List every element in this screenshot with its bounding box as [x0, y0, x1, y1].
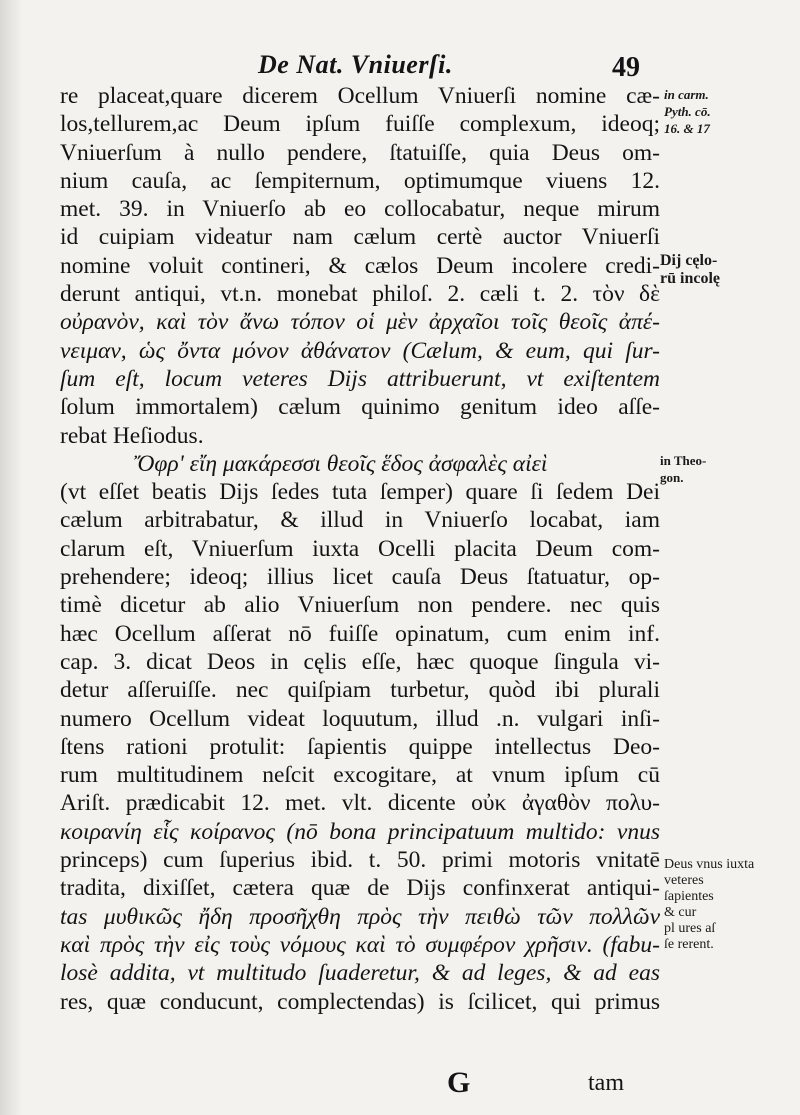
text-line: Ὄφρ' εἴη μακάρεσσι θεοῖς ἕδος ἀσφαλὲς αἰεὶ [134, 450, 548, 477]
margin-note-theogon: in Theo- gon. [660, 453, 707, 485]
text-line: tradita, dixiſſet, cætera quæ de Dijs confinxerat antiqui- [60, 875, 660, 902]
text-line: κοιρανίη εἷς κοίρανος (nō bona principatuum multido: vnus [60, 818, 660, 845]
text-line: derunt antiqui, vt.n. monebat philoſ. 2. cæli t. 2. τὸν δὲ [60, 281, 660, 308]
text-line: Vniuerſum à nullo pendere, ſtatuiſſe, quia Deus om- [60, 139, 660, 166]
text-line: res, quæ conducunt, complectendas) is ſcilicet, qui primus [60, 988, 660, 1015]
text-line: Ariſt. prædicabit 12. met. vlt. dicente οὐκ ἀγαθὸν πολυ- [60, 790, 660, 817]
margin-note-deus-vnus: Deus vnus iuxta veteres ſapientes & cur pl ures aſ ſe rerent. [664, 857, 755, 952]
text-line: id cuipiam videatur nam cælum certè auctor Vniuerſi [60, 224, 660, 251]
text-line: ſtens rationi protulit: ſapientis quippe intellectus Deo- [60, 733, 660, 760]
running-title: De Nat. Vniuerſi. [258, 50, 453, 79]
text-line: νειμαν, ὡς ὄντα μόνον ἀθάνατον (Cælum, & eum, qui ſur- [60, 337, 660, 364]
catchword: tam [588, 1070, 624, 1096]
page-gutter-shadow [0, 0, 22, 1115]
text-line: prehendere; ideoq; illius licet cauſa Deus ſtatuatur, op- [60, 564, 660, 591]
text-line: detur aſſeruiſſe. nec quiſpiam turbetur, quòd ibi plurali [60, 677, 660, 704]
text-line: met. 39. in Vniuerſo ab eo collocabatur, neque mirum [60, 196, 660, 223]
text-line: clarum eſt, Vniuerſum iuxta Ocelli placita Deum com- [60, 535, 660, 562]
main-text-block [60, 82, 660, 1016]
margin-note-carm-pyth: in carm. Pyth. cō. 16. & 17 [664, 87, 711, 136]
text-line: re placeat,quare dicerem Ocellum Vniuerſi nomine cæ- [60, 83, 660, 109]
text-line: tas μυθικῶς ἤδη προσῆχθη πρὸς τὴν πειθὼ τῶν πολλῶν [60, 903, 660, 930]
text-line: ſum eſt, locum veteres Dijs attribuerunt, vt exiſtentem [60, 365, 660, 392]
text-line: rebat Heſiodus. [60, 422, 204, 449]
text-line: (vt eſſet beatis Dijs ſedes tuta ſemper) quare ſi ſedem Dei [60, 479, 660, 506]
text-line: cælum arbitrabatur, & illud in Vniuerſo locabat, iam [60, 507, 660, 534]
signature-mark: G [447, 1066, 471, 1099]
page-number: 49 [612, 52, 640, 83]
text-line: timè dicetur ab alio Vniuerſum non pendere. nec quis [60, 592, 660, 619]
text-line: numero Ocellum videat loquutum, illud .n. vulgari inſi- [60, 705, 660, 732]
margin-note-dij-celorum: Dij cęlo- rū incolę [660, 252, 720, 287]
text-line: οὐρανὸν, καὶ τὸν ἄνω τόπον οἱ μὲν ἀρχαῖοι τοῖς θεοῖς ἀπέ- [60, 309, 660, 336]
text-line: nium cauſa, ac ſempiternum, optimumque viuens 12. [60, 167, 660, 194]
text-line: ſolum immortalem) cælum quinimo genitum ideo aſſe- [60, 394, 660, 421]
text-line: los,tellurem,ac Deum ipſum fuiſſe complexum, ideoq; [60, 111, 660, 138]
text-line: hæc Ocellum aſſerat nō fuiſſe opinatum, cum enim inf. [60, 620, 660, 647]
text-line: losè addita, vt multitudo ſuaderetur, & ad leges, & ad eas [60, 960, 660, 987]
text-line: rum multitudinem neſcit excogitare, at vnum ipſum cū [60, 762, 660, 789]
text-line: cap. 3. dicat Deos in cęlis eſſe, hæc quoque ſingula vi- [60, 648, 660, 675]
text-line: nomine voluit contineri, & cælos Deum incolere credi- [60, 252, 660, 279]
text-line: καὶ πρὸς τὴν εἰς τοὺς νόμους καὶ τὸ συμφέρον χρῆσιν. (fabu- [60, 931, 660, 958]
text-line: princeps) cum ſuperius ibid. t. 50. primi motoris vnitatē [60, 847, 660, 874]
